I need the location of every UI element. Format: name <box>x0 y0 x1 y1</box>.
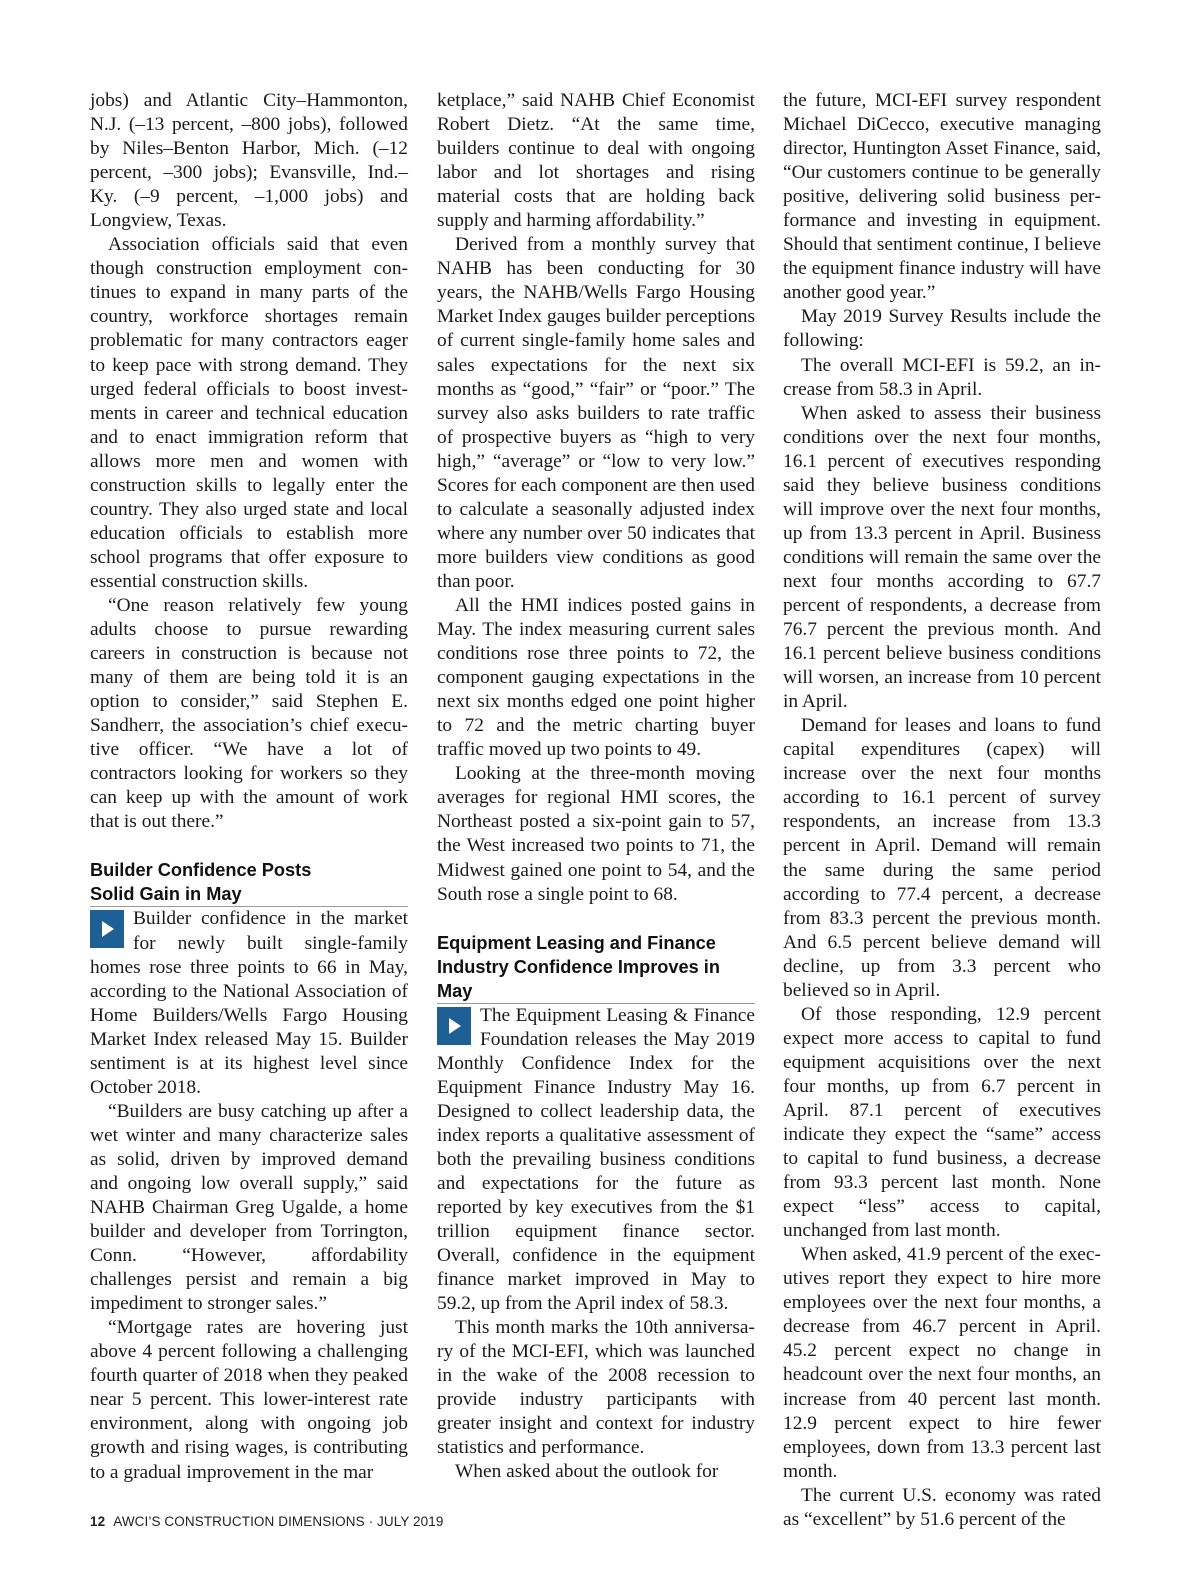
paragraph: The current U.S. economy was rated as “excellent” by 51.6 percent of the <box>783 1484 1101 1530</box>
heading-line: Solid Gain in May <box>90 884 242 905</box>
heading-line: Builder Confidence Posts <box>90 860 312 881</box>
paragraph: All the HMI indices posted gains in May. The index measuring current sales conditions rose three points to 72, the component gauging expectations in the next six months edged one point higher to 72 and the metric charting buyer traffic moved up two points to 49. <box>437 594 755 761</box>
paragraph: ketplace,” said NAHB Chief Economist Robert Dietz. “At the same time, builders continue to deal with ongoing labor and lot shortages and rising material costs that are holding back supply and harming affordability.” <box>437 90 755 232</box>
paragraph: “Mortgage rates are hovering just above 4 percent following a challenging fourth quarter of 2018 when they peaked near 5 percent. This lower-interest rate environment, along with ongoing job growth and rising wages, is contributing to a gradual improvement in the mar <box>90 1317 408 1483</box>
heading-line: Equipment Leasing and Finance <box>437 932 716 953</box>
paragraph: the future, MCI-EFI survey respondent Michael DiCecco, executive managing director, Huntington Asset Finance, said, “Our customers continue to be generally positive, delivering solid business performance and investing in equipment. Should that sentiment continue, I believe the equipment finance industry will have another good year.” <box>783 90 1101 304</box>
paragraph: The Equipment Leasing & Finance Foundation releases the May 2019 Monthly Confidence Index for the Equipment Finance Industry May 16. Designed to collect leadership data, the index reports a qualitative assessment of both the prevailing business conditions and expectations for the future as reported by key executives from the $1 trillion equipment finance sector. Overall, confidence in the equipment finance market improved in May to 59.2, up from the April index of 58.3. <box>437 1004 755 1315</box>
paragraph: When asked to assess their business conditions over the next four months, 16.1 percent of executives responding said they believe business conditions will improve over the next four months, up from 13.3 percent in April. Business conditions will remain the same over the next four months according to 67.7 percent of respondents, a decrease from 76.7 percent the previous month. And 16.1 percent believe business conditions will worsen, an increase from 10 percent in April. <box>783 402 1101 713</box>
paragraph: The overall MCI-EFI is 59.2, an increase from 58.3 in April. <box>783 354 1101 400</box>
paragraph: jobs) and Atlantic City–Hammonton, N.J. (–13 percent, –800 jobs), followed by Niles–Benton Harbor, Mich. (–12 percent, –300 jobs); Evansville, Ind.–Ky. (–9 percent, –1,000 jobs) and Longview, Texas. <box>90 90 408 232</box>
paragraph: Demand for leases and loans to fund capital expenditures (capex) will increase over the next four months according to 16.1 percent of survey respondents, an increase from 13.3 percent in April. Demand will remain the same during the same period according to 77.4 percent, a decrease from 83.3 percent the previous month. And 6.5 percent believe demand will decline, up from 3.3 percent who believed so in April. <box>783 715 1101 1001</box>
paragraph: When asked, 41.9 percent of the executives report they expect to hire more employees over the next four months, a decrease from 46.7 percent in April. 45.2 percent expect no change in headcount over the next four months, an increase from 40 percent last month. 12.9 percent expect to hire fewer employees, down from 13.3 percent last month. <box>783 1244 1101 1482</box>
paragraph: Builder confidence in the market for newly built single-family homes rose three points to 66 in May, according to the National Association of Home Builders/Wells Fargo Housing Market Index released May 15. Builder sentiment is at its highest level since October 2018. <box>90 908 408 1098</box>
paragraph: Derived from a monthly survey that NAHB has been conducting for 30 years, the NAHB/Wells Fargo Housing Market Index gauges builder perceptions of current single-family home sales and sales expectations for the next six months as “good,” “fair” or “poor.” The survey also asks builders to rate traffic of prospective buyers as “high to very high,” “average” or “low to very low.” Scores for each component are then used to calculate a seasonally adjusted index where any number over 50 indicates that more builders view conditions as good than poor. <box>437 234 755 592</box>
page-footer <box>90 1514 443 1529</box>
paragraph: Of those responding, 12.9 percent expect more access to capital to fund equipment acquisitions over the next four months, up from 6.7 percent in April. 87.1 percent of executives indicate they expect the “same” access to capital to fund business, a decrease from 93.3 percent last month. None expect “less” access to capital, unchanged from last month. <box>783 1003 1101 1242</box>
paragraph: Association officials said that even though construction employment continues to expand in many parts of the country, workforce shortages remain problematic for many contractors eager to keep pace with strong demand. They urged federal officials to boost investments in career and technical education and to enact immigration reform that allows more men and women with construction skills to legally enter the country. They also urged state and local education officials to establish more school programs that offer exposure to essential construction skills. <box>90 234 408 592</box>
play-arrow-icon <box>90 910 124 948</box>
paragraph: This month marks the 10th anniversary of the MCI-EFI, which was launched in the wake of the 2008 recession to provide industry participants with greater insight and context for industry statistics and performance. <box>437 1317 755 1459</box>
column-1 <box>90 89 408 1485</box>
paragraph: When asked about the outlook for <box>455 1461 719 1483</box>
heading-line: Industry Confidence Improves in May <box>437 956 720 1001</box>
play-arrow-icon <box>437 1007 471 1045</box>
publication-line: AWCI’S CONSTRUCTION DIMENSIONS · JULY 2019 <box>113 1514 444 1529</box>
section-heading-equipment-leasing <box>437 931 755 1004</box>
page-number: 12 <box>90 1514 106 1529</box>
column-2 <box>437 89 755 1485</box>
paragraph: Looking at the three-month moving averages for regional HMI scores, the Northeast posted a six-point gain to 57, the West increased two points to 71, the Midwest gained one point to 54, and the South rose a single point to 68. <box>437 763 755 905</box>
column-3 <box>783 89 1101 1532</box>
paragraph: “Builders are busy catching up after a wet winter and many characterize sales as solid, driven by improved demand and ongoing low overall supply,” said NAHB Chairman Greg Ugalde, a home builder and developer from Torrington, Conn. “However, affordability challenges persist and remain a big impediment to stronger sales.” <box>90 1100 408 1315</box>
paragraph: May 2019 Survey Results include the following: <box>783 306 1101 352</box>
paragraph: “One reason relatively few young adults choose to pursue rewarding careers in construction is because not many of them are being told it is an option to consider,” said Stephen E. Sandherr, the association’s chief executive officer. “We have a lot of contractors looking for workers so they can keep up with the amount of work that is out there.” <box>90 594 408 833</box>
section-heading-builder-confidence <box>90 858 408 907</box>
